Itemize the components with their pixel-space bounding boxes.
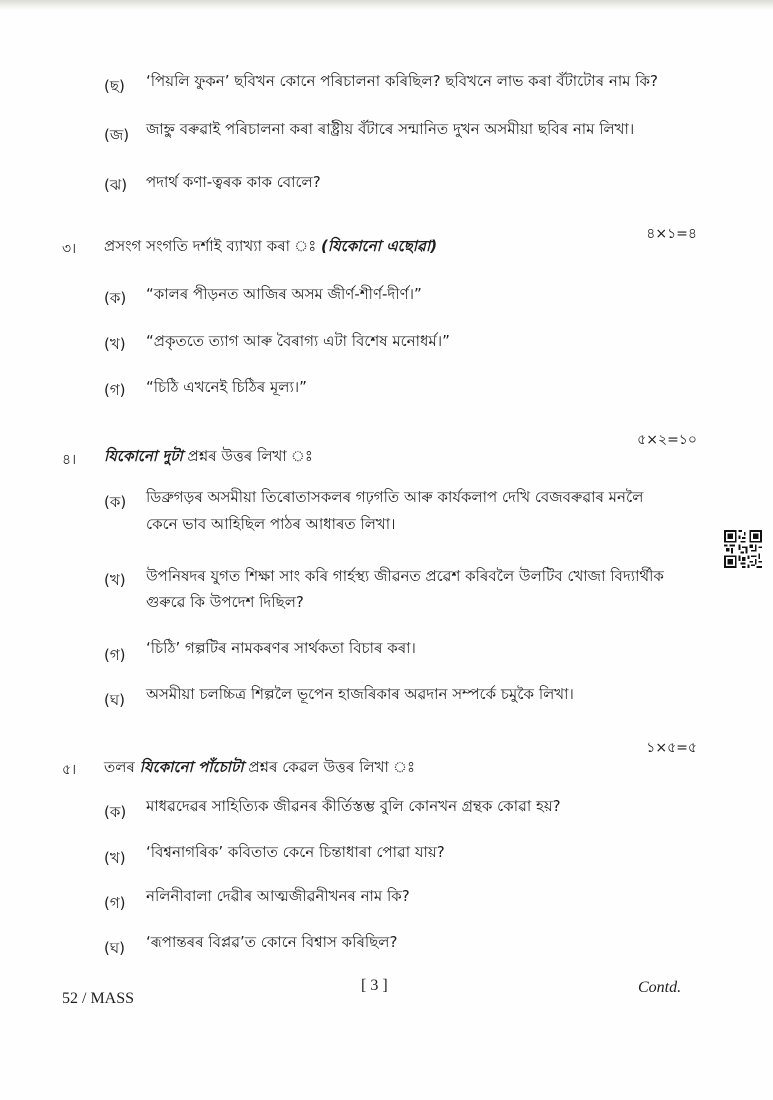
q4-item-text: ‘চিঠি’ গল্পটিৰ নামকৰণৰ সাৰ্থকতা বিচাৰ কৰা। xyxy=(146,639,416,657)
q4-item-label: (ঘ) xyxy=(104,691,125,709)
q3-item-text: “কালৰ পীড়নত আজিৰ অসম জীৰ্ণ-শীৰ্ণ-দীৰ্ণ।” xyxy=(146,285,422,303)
q3-instruction-text: প্ৰসংগ সংগতি দৰ্শাই ব্যাখ্যা কৰা ঃ xyxy=(104,237,317,255)
q3-number: ৩। xyxy=(62,241,77,257)
q3-item-text: “প্ৰকৃততে ত্যাগ আৰু বৈৰাগ্য এটা বিশেষ মনোধৰ্ম।” xyxy=(146,332,450,350)
q2-item-label: (ঝ) xyxy=(104,176,128,194)
q5-item-label: (ঘ) xyxy=(104,939,125,957)
q4-item-text: অসমীয়া চলচ্চিত্ৰ শিল্পলৈ ভূপেন হাজৰিকাৰ অৱদান সম্পৰ্কে চমুকৈ লিখা। xyxy=(146,685,574,703)
q5-item-label: (ক) xyxy=(104,803,127,821)
q4-marks: ৫×২=১০ xyxy=(637,432,697,448)
q3-item-text: “চিঠি এখনেই চিঠিৰ মূল্য।” xyxy=(146,378,307,396)
q5-instruction xyxy=(104,757,415,777)
q4-instruction xyxy=(104,446,313,466)
q2-item-label: (ছ) xyxy=(104,77,125,95)
q2-item-text: জাহ্নু বৰুৱাই পৰিচালনা কৰা ৰাষ্ট্ৰীয় বঁটাৰে সন্মানিত দুখন অসমীয়া ছবিৰ নাম লিখা। xyxy=(146,120,635,138)
q5-item-text: মাধৱদেৱৰ সাহিত্যিক জীৱনৰ কীৰ্তিস্তম্ভ বুলি কোনখন গ্ৰন্থক কোৱা হয়? xyxy=(146,797,561,815)
q2-item-label: (জ) xyxy=(104,126,130,144)
q4-item-text-line1: উপনিষদৰ যুগত শিক্ষা সাং কৰি গাৰ্হস্থ্য জীৱনত প্ৰৱেশ কৰিবলৈ উলটিব খোজা বিদ্যাৰ্থীক xyxy=(146,567,664,585)
q5-item-label: (খ) xyxy=(104,849,126,867)
q3-instruction-emphasis: (যিকোনো এছোৱা) xyxy=(320,237,438,255)
q4-item-text-line2: গুৰুৱে কি উপদেশ দিছিল? xyxy=(146,593,304,611)
q3-item-label: (ক) xyxy=(104,289,127,307)
q4-item-label: (ক) xyxy=(104,493,127,511)
q4-item-text-line2: কেনে ভাব আহিছিল পাঠৰ আধাৰত লিখা। xyxy=(146,515,396,533)
q5-item-text: ‘বিশ্বনাগৰিক’ কবিতাত কেনে চিন্তাধাৰা পোৱা যায়? xyxy=(146,843,445,861)
q3-item-label: (গ) xyxy=(104,381,126,399)
q4-item-label: (খ) xyxy=(104,571,126,589)
q5-marks: ১×৫=৫ xyxy=(646,740,697,756)
q2-item-text: পদাৰ্থ কণা-ত্বৰক কাক বোলে? xyxy=(146,173,321,191)
q3-marks: ৪×১=৪ xyxy=(646,226,697,242)
q5-item-label: (গ) xyxy=(104,894,126,912)
q5-instruction-pre: তলৰ xyxy=(104,758,135,776)
paper-code: 52 / MASS xyxy=(62,990,135,1007)
q5-item-text: ‘ৰূপান্তৰৰ বিপ্লৱ’ত কোনে বিশ্বাস কৰিছিল? xyxy=(146,933,398,951)
q2-item-text: ‘পিয়লি ফুকন’ ছবিখন কোনে পৰিচালনা কৰিছিল? ছবিখনে লাভ কৰা বঁটাটোৰ নাম কি? xyxy=(146,72,659,90)
q3-item-label: (খ) xyxy=(104,335,126,353)
q4-item-label: (গ) xyxy=(104,646,126,664)
q5-item-text: নলিনীবালা দেৱীৰ আত্মজীৱনীখনৰ নাম কি? xyxy=(146,887,410,905)
page-number: [ 3 ] xyxy=(361,977,388,994)
continued-label: Contd. xyxy=(638,979,682,996)
q4-item-text-line1: ডিব্ৰুগড়ৰ অসমীয়া তিৰোতাসকলৰ গঢ়গতি আৰু কাৰ্যকলাপ দেখি বেজবৰুৱাৰ মনলৈ xyxy=(146,488,644,506)
q4-number: ৪। xyxy=(62,452,77,468)
qr-code-icon xyxy=(724,530,762,568)
q4-instruction-emphasis: যিকোনো দুটা xyxy=(104,447,183,465)
q5-instruction-text: প্ৰশ্নৰ কেৱল উত্তৰ লিখা ঃ xyxy=(248,758,415,776)
scan-edge xyxy=(0,0,773,10)
q4-instruction-text: প্ৰশ্নৰ উত্তৰ লিখা ঃ xyxy=(187,447,313,465)
q3-instruction xyxy=(104,236,437,256)
q5-number: ৫। xyxy=(62,762,77,778)
q5-instruction-emphasis: যিকোনো পাঁচোটা xyxy=(139,758,244,776)
